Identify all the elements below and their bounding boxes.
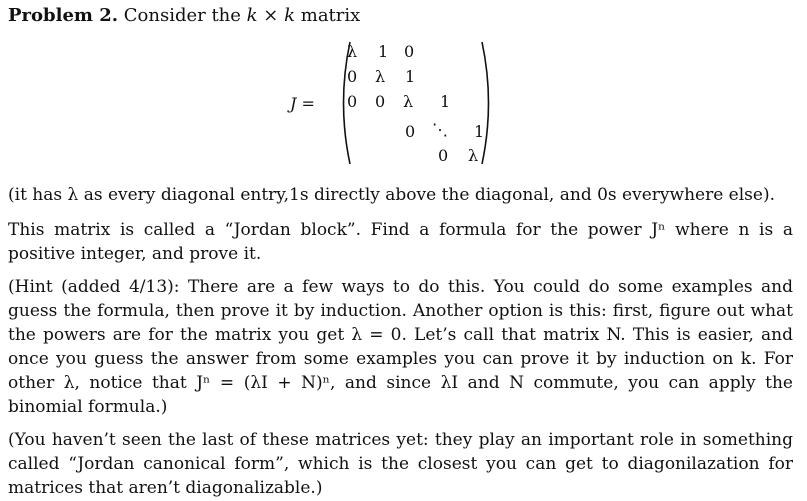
matrix-entry: 0 [438,146,449,165]
matrix-label: J = [290,94,315,113]
matrix-entry: 1 [474,122,485,141]
matrix-entry: 0 [405,122,416,141]
matrix-entry: 1 [378,42,389,61]
matrix-entry: λ [403,92,414,111]
problem-intro-text: Consider the [123,5,241,26]
matrix-entry: 0 [347,92,358,111]
matrix-entry: λ [468,146,479,165]
paragraph-task: This matrix is called a “Jordan block”. Find a formula for the power Jⁿ where n is a positive integer, and prove it. [8,220,793,264]
matrix-entry: λ [347,42,358,61]
matrix-entry: 0 [404,42,415,61]
right-paren-icon [480,40,498,166]
paragraph-hint: (Hint (added 4/13): There are a few ways to do this. You could do some examples and guess the formula, then prove it by induction. Another option is this: first, figure out what the powers are for the matrix you get λ = 0. Let’s call that matrix N. This is easier, and once you guess the answer from some examples you can prove it by induction on k. For other λ, notice that Jⁿ = (λI + N)ⁿ, and since λI and N commute, you can apply the binomial formula.) [8,277,793,417]
paragraph-jordan-form-note: (You haven’t seen the last of these matrices yet: they play an important role in something called “Jordan canonical form”, which is the closest you can get to diagonilazation for matrices that aren’t diagonalizable.) [8,430,793,498]
matrix-entry: 0 [375,92,386,111]
matrix-entry: ⋱ [432,120,448,139]
matrix-entry: 1 [405,67,416,86]
matrix-entry: 0 [347,67,358,86]
matrix-entry: λ [375,67,386,86]
matrix-entry: 1 [440,92,451,111]
problem-intro-math: k × k [246,5,296,26]
problem-title [8,4,360,28]
problem-intro-tail: matrix [300,5,361,26]
paragraph-diagonal-note: (it has λ as every diagonal entry,1s directly above the diagonal, and 0s everywhere else). [8,185,775,205]
problem-heading: Problem 2. [8,5,119,26]
